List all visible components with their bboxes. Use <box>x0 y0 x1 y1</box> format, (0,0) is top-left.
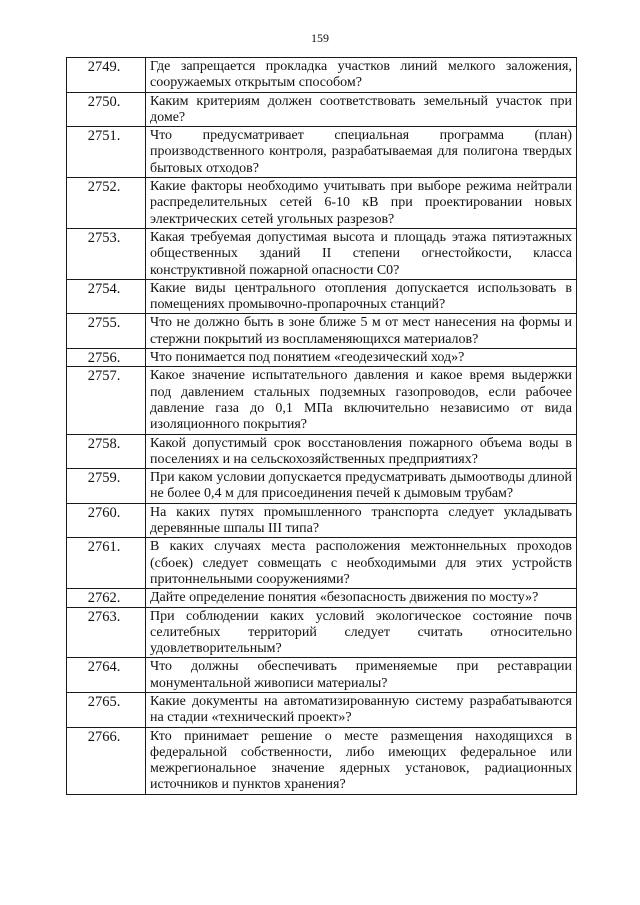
question-number: 2765. <box>67 692 146 727</box>
question-text: В каких случаях места расположения межтоннельных проходов (сбоек) следует совмещать с необходимыми для этих устройств притоннельными сооружениями? <box>146 538 577 589</box>
question-text: Каким критериям должен соответствовать земельный участок при доме? <box>146 92 577 127</box>
page-number: 159 <box>311 31 329 45</box>
table-row <box>67 279 577 314</box>
question-text: Что понимается под понятием «геодезический ход»? <box>146 349 577 367</box>
question-text: Какие документы на автоматизированную систему разрабатываются на стадии «технический проект»? <box>146 692 577 727</box>
question-number: 2762. <box>67 589 146 607</box>
question-number: 2749. <box>67 58 146 93</box>
question-number: 2766. <box>67 727 146 794</box>
question-number: 2758. <box>67 434 146 469</box>
question-text: Какой допустимый срок восстановления пожарного объема воды в поселениях и на сельскохозяйственных предприятиях? <box>146 434 577 469</box>
question-text: На каких путях промышленного транспорта следует укладывать деревянные шпалы III типа? <box>146 503 577 538</box>
table-row <box>67 503 577 538</box>
question-text: Что должны обеспечивать применяемые при реставрации монументальной живописи материалы? <box>146 658 577 693</box>
question-text: Дайте определение понятия «безопасность движения по мосту»? <box>146 589 577 607</box>
table-row <box>67 349 577 367</box>
table-row <box>67 469 577 504</box>
table-row <box>67 314 577 349</box>
table-row <box>67 58 577 93</box>
table-row <box>67 658 577 693</box>
question-number: 2754. <box>67 279 146 314</box>
question-text: Кто принимает решение о месте размещения находящихся в федеральной собственности, либо имеющих федеральное или межрегиональное значение ядерных установок, радиационных источников и пунктов хранения? <box>146 727 577 794</box>
table-row <box>67 589 577 607</box>
question-number: 2751. <box>67 127 146 178</box>
table-row <box>67 367 577 434</box>
questions-table <box>66 57 577 795</box>
question-number: 2755. <box>67 314 146 349</box>
table-row <box>67 92 577 127</box>
question-number: 2760. <box>67 503 146 538</box>
table-row <box>67 538 577 589</box>
question-number: 2757. <box>67 367 146 434</box>
question-number: 2750. <box>67 92 146 127</box>
question-text: Какое значение испытательного давления и какое время выдержки под давлением стальных подземных газопроводов, если рабочее давление газа до 0,1 МПа включительно независимо от вида изоляционного покрытия? <box>146 367 577 434</box>
table-row <box>67 228 577 279</box>
question-number: 2756. <box>67 349 146 367</box>
question-text: При соблюдении каких условий экологическое состояние почв селитебных территорий следует считать относительно удовлетворительным? <box>146 607 577 658</box>
table-row <box>67 727 577 794</box>
question-number: 2759. <box>67 469 146 504</box>
question-text: Какая требуемая допустимая высота и площадь этажа пятиэтажных общественных зданий II степени огнестойкости, класса конструктивной пожарной опасности С0? <box>146 228 577 279</box>
table-row <box>67 692 577 727</box>
table-row <box>67 607 577 658</box>
question-text: Где запрещается прокладка участков линий мелкого заложения, сооружаемых открытым способом? <box>146 58 577 93</box>
question-text: Что предусматривает специальная программа (план) производственного контроля, разрабатываемая для полигона твердых бытовых отходов? <box>146 127 577 178</box>
question-text: При каком условии допускается предусматривать дымоотводы длиной не более 0,4 м для присоединения печей к дымовым трубам? <box>146 469 577 504</box>
table-row <box>67 178 577 229</box>
question-text: Что не должно быть в зоне ближе 5 м от мест нанесения на формы и стержни покрытий из воспламеняющихся материалов? <box>146 314 577 349</box>
question-number: 2761. <box>67 538 146 589</box>
question-text: Какие виды центрального отопления допускается использовать в помещениях промывочно-пропарочных станций? <box>146 279 577 314</box>
table-row <box>67 434 577 469</box>
question-number: 2764. <box>67 658 146 693</box>
question-number: 2763. <box>67 607 146 658</box>
question-number: 2752. <box>67 178 146 229</box>
question-text: Какие факторы необходимо учитывать при выборе режима нейтрали распределительных сетей 6-10 кВ при проектировании новых электрических сетей угольных разрезов? <box>146 178 577 229</box>
question-number: 2753. <box>67 228 146 279</box>
table-row <box>67 127 577 178</box>
